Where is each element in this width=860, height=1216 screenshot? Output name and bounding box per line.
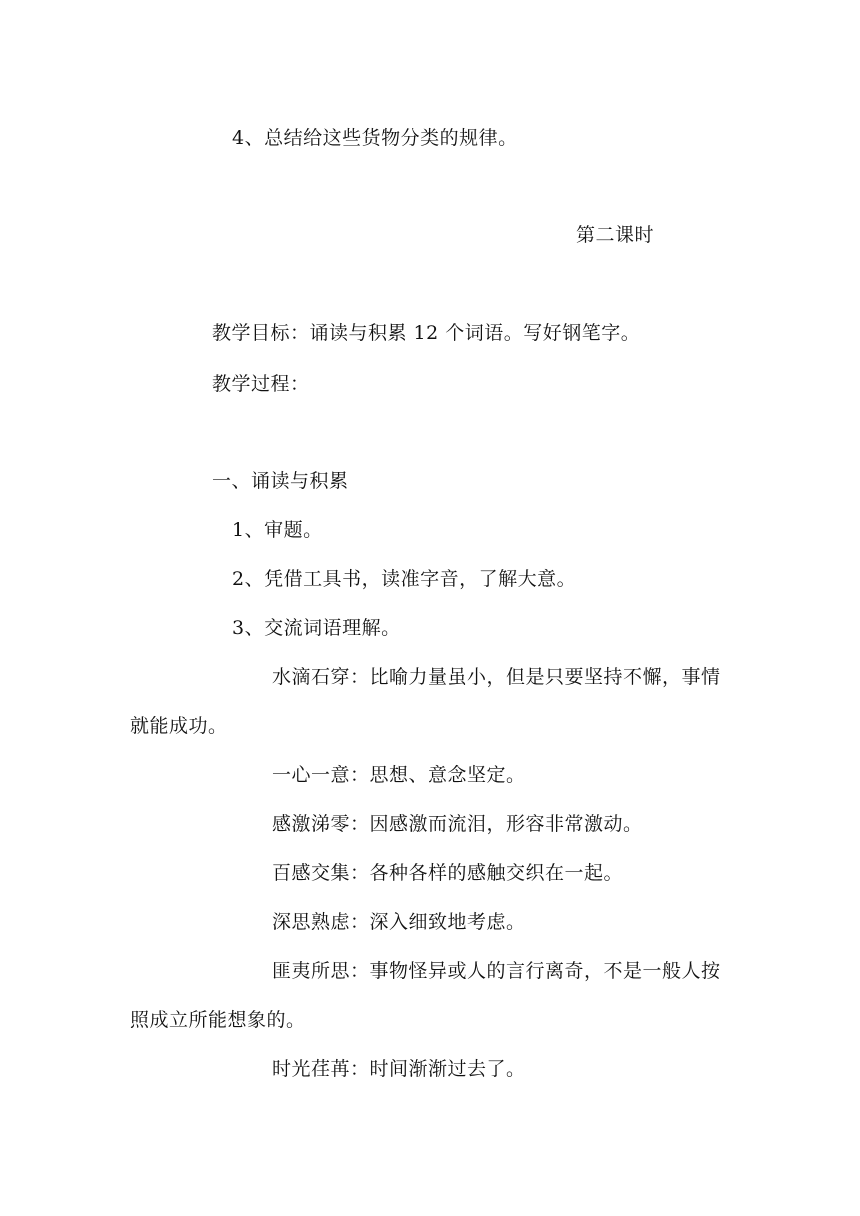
idiom-definition-continuation: 照成立所能想象的。 bbox=[130, 1009, 306, 1031]
lesson-heading: 第二课时 bbox=[576, 224, 655, 246]
step-2: 2、凭借工具书，读准字音，了解大意。 bbox=[232, 568, 577, 590]
teaching-process-heading: 教学过程： bbox=[212, 373, 310, 395]
idiom-definition-line: 深思熟虑：深入细致地考虑。 bbox=[272, 911, 526, 933]
teaching-objective: 教学目标：诵读与积累 12 个词语。写好钢笔字。 bbox=[212, 322, 641, 344]
idiom-definition-line: 水滴石穿：比喻力量虽小，但是只要坚持不懈，事情 bbox=[272, 666, 721, 688]
section-heading-recite: 一、诵读与积累 bbox=[212, 470, 349, 492]
idiom-definition-line: 一心一意：思想、意念坚定。 bbox=[272, 764, 526, 786]
idiom-definition-line: 匪夷所思：事物怪异或人的言行离奇，不是一般人按 bbox=[272, 960, 721, 982]
step-4-summarize: 4、总结给这些货物分类的规律。 bbox=[232, 127, 518, 149]
idiom-definition-line: 百感交集：各种各样的感触交织在一起。 bbox=[272, 862, 624, 884]
idiom-definition-line: 时光荏苒：时间渐渐过去了。 bbox=[272, 1058, 526, 1080]
idiom-definition-line: 感激涕零：因感激而流泪，形容非常激动。 bbox=[272, 813, 643, 835]
step-1: 1、审题。 bbox=[232, 519, 323, 541]
step-3: 3、交流词语理解。 bbox=[232, 617, 401, 639]
idiom-definition-continuation: 就能成功。 bbox=[130, 715, 228, 737]
